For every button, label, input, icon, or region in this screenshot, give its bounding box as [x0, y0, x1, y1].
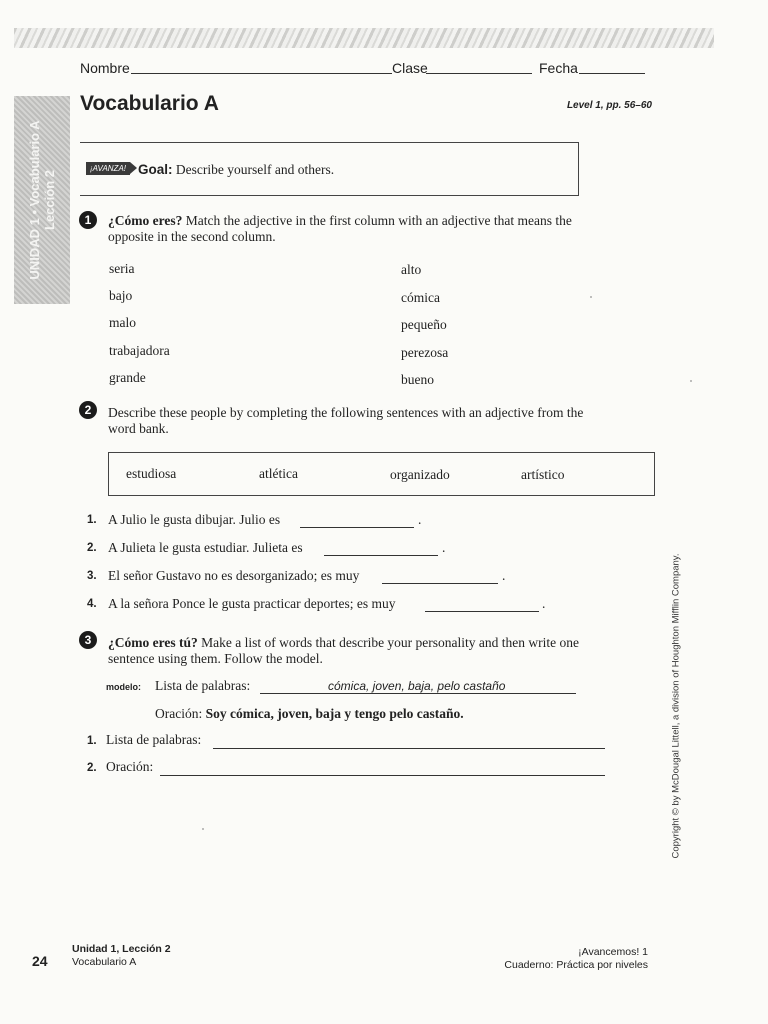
side-tab-section: Vocabulario A: [27, 120, 42, 207]
column1-word: trabajadora: [109, 343, 170, 358]
column1-word: grande: [109, 370, 146, 385]
question-number: 1.: [87, 514, 97, 526]
column2-word: pequeño: [401, 317, 447, 332]
question-number: 4.: [87, 598, 97, 610]
decorative-pattern-strip: [14, 28, 714, 48]
side-tab-label: UNIDAD 1 • Vocabulario A Lección 2: [27, 120, 57, 280]
word-bank-item: estudiosa: [126, 466, 177, 481]
column2-word: cómica: [401, 290, 440, 305]
activity-1-prompt-bold: ¿Cómo eres?: [108, 213, 183, 228]
footer-unit: [72, 943, 171, 969]
avanza-badge: ¡AVANZA!: [86, 162, 130, 175]
level-reference: Level 1, pp. 56–60: [566, 100, 652, 111]
goal-statement: [138, 162, 334, 178]
goal-text: Describe yourself and others.: [175, 162, 335, 177]
model-list-answer: cómica, joven, baja, pelo castaño: [328, 679, 506, 693]
question-end: .: [502, 568, 506, 583]
model-list-line: [260, 693, 576, 694]
model-sentence: [155, 706, 464, 722]
activity-2-prompt-line2: word bank.: [108, 421, 169, 436]
class-label: Clase: [392, 60, 428, 76]
question-number: 1.: [87, 735, 97, 747]
model-label: modelo:: [106, 682, 141, 692]
column2-word: alto: [401, 262, 422, 277]
question-number: 3.: [87, 570, 97, 582]
answer-blank[interactable]: [300, 527, 414, 528]
word-bank-item: artístico: [521, 467, 565, 482]
sentence-label: Oración:: [106, 759, 154, 774]
question-text: El señor Gustavo no es desorganizado; es muy: [108, 568, 360, 583]
column1-word: bajo: [109, 288, 133, 303]
name-field-line[interactable]: [131, 73, 392, 74]
page-title: Vocabulario A: [80, 92, 219, 115]
sentence-answer-line[interactable]: [160, 775, 605, 776]
date-label: Fecha: [539, 60, 578, 76]
footer-book-line2: Cuaderno: Práctica por niveles: [504, 959, 648, 971]
answer-blank[interactable]: [382, 583, 498, 584]
answer-blank[interactable]: [425, 611, 539, 612]
activity-3-prompt: [108, 635, 668, 667]
footer-unit-line2: Vocabulario A: [72, 956, 137, 968]
class-field-line[interactable]: [426, 73, 532, 74]
activity-1-prompt-line1: Match the adjective in the first column with an adjective that means the: [182, 213, 572, 228]
model-list-label: Lista de palabras:: [155, 678, 251, 693]
side-tab-unit: UNIDAD 1: [27, 218, 42, 280]
word-bank-box: [108, 452, 655, 496]
speck: [690, 380, 692, 382]
speck: [590, 296, 592, 298]
model-sentence-label: Oración:: [155, 706, 203, 721]
question-end: .: [418, 512, 422, 527]
activity-3-prompt-bold: ¿Cómo eres tú?: [108, 635, 198, 650]
activity-2-number: 2: [79, 401, 97, 419]
activity-3-number: 3: [79, 631, 97, 649]
activity-1-prompt-line2: opposite in the second column.: [108, 229, 276, 244]
activity-3-prompt-line1: Make a list of words that describe your personality and then write one: [197, 635, 580, 650]
date-field-line[interactable]: [579, 73, 645, 74]
page-number: 24: [32, 953, 48, 969]
word-bank-item: organizado: [390, 467, 450, 482]
activity-1-number: 1: [79, 211, 97, 229]
list-answer-line[interactable]: [213, 748, 605, 749]
question-end: .: [442, 540, 446, 555]
column1-word: seria: [109, 261, 135, 276]
list-label: Lista de palabras:: [106, 732, 202, 747]
column2-word: perezosa: [401, 345, 449, 360]
speck: [202, 828, 204, 830]
word-bank-item: atlética: [259, 466, 298, 481]
column1-word: malo: [109, 315, 136, 330]
side-tab-lesson: Lección 2: [42, 170, 57, 230]
model-sentence-text: Soy cómica, joven, baja y tengo pelo castaño.: [205, 706, 464, 721]
column2-word: bueno: [401, 372, 434, 387]
question-number: 2.: [87, 542, 97, 554]
answer-blank[interactable]: [324, 555, 438, 556]
question-number: 2.: [87, 762, 97, 774]
footer-unit-line1: Unidad 1, Lección 2: [72, 943, 171, 955]
activity-2-prompt: [108, 405, 668, 437]
activity-3-prompt-line2: sentence using them. Follow the model.: [108, 651, 323, 666]
question-text: A Julieta le gusta estudiar. Julieta es: [108, 540, 303, 555]
name-label: Nombre: [80, 60, 130, 76]
question-text: A Julio le gusta dibujar. Julio es: [108, 512, 281, 527]
copyright-notice: Copyright © by McDougal Littell, a division of Houghton Mifflin Company.: [670, 553, 682, 859]
question-text: A la señora Ponce le gusta practicar deportes; es muy: [108, 596, 396, 611]
activity-1-prompt: [108, 213, 648, 245]
footer-book: [504, 946, 648, 972]
footer-book-line1: ¡Avancemos! 1: [578, 946, 648, 958]
question-end: .: [542, 596, 546, 611]
activity-2-prompt-line1: Describe these people by completing the following sentences with an adjective from the: [108, 405, 584, 420]
goal-label: Goal:: [138, 162, 173, 177]
